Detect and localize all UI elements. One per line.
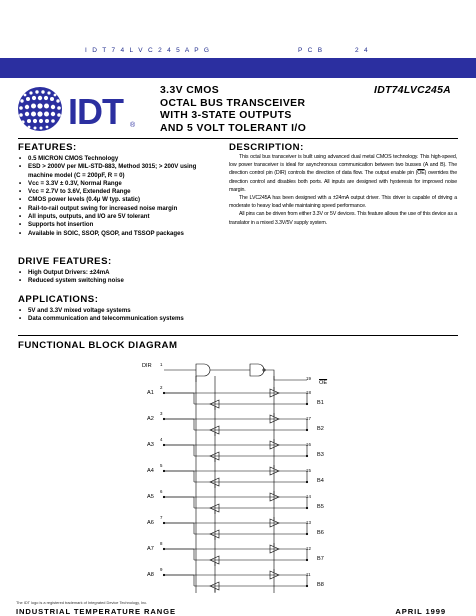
b-label: B3: [317, 452, 324, 458]
feature-item: • Vcc = 2.7V to 3.6V, Extended Range: [19, 188, 224, 196]
b-pin: 17: [306, 416, 311, 421]
a-label: A2: [147, 416, 154, 422]
footer-range: INDUSTRIAL TEMPERATURE RANGE: [16, 607, 176, 616]
a-tap: [164, 471, 194, 482]
oe-pin: 19: [306, 376, 311, 381]
title-line-4: AND 5 VOLT TOLERANT I/O: [160, 122, 307, 134]
description-heading: DESCRIPTION:: [229, 142, 304, 153]
description-paragraph-2: The LVC245A has been designed with a ±24mA output driver. This driver is capable of driving a moderate to heavy load while maintaining speed performance.: [229, 195, 457, 210]
a-node: [163, 496, 165, 498]
b-pin: 16: [306, 442, 311, 447]
b-label: B8: [317, 582, 324, 588]
description-body: [229, 153, 457, 227]
functional-block-diagram: [140, 360, 335, 600]
application-item: • 5V and 3.3V mixed voltage systems: [19, 307, 224, 315]
drive-feature-item: • High Output Drivers: ±24mA: [19, 269, 224, 277]
title-line-1: 3.3V CMOS: [160, 85, 220, 96]
b-label: B1: [317, 400, 324, 406]
a-tap: [164, 575, 194, 586]
a-tap: [164, 419, 194, 430]
description-paragraph-1: This octal bus transceiver is built using advanced dual metal CMOS technology. This high-speed, low power transceiver is ideal for asynchronous communication between two busses (A and B). The direction control pin (DIR) controls the direction of data flow. The output enable pin $(\overline{OE})$ overrides the direction control and disables both ports. All inputs are designed with hysteresis for improved noise margin.: [229, 154, 458, 193]
a-pin: 8: [160, 541, 163, 546]
a-node: [163, 470, 165, 472]
feature-item: • All inputs, outputs, and I/O are 5V tolerant: [19, 213, 224, 221]
pcb-label: P C B: [298, 47, 324, 54]
a-label: A3: [147, 442, 154, 448]
features-heading: FEATURES:: [18, 142, 77, 153]
a-pin: 9: [160, 567, 163, 572]
applications-heading: APPLICATIONS:: [18, 294, 99, 305]
section-divider: [18, 335, 458, 336]
feature-item: • CMOS power levels (0.4μ W typ. static): [19, 196, 224, 204]
title-line-3: WITH 3-STATE OUTPUTS: [160, 110, 292, 121]
idt-logo: [15, 84, 140, 134]
oe-overline: $\overline{OE}$: [417, 170, 425, 177]
part-number: IDT74LVC245A: [374, 85, 451, 96]
b-pin: 12: [306, 546, 311, 551]
feature-item: • Vcc = 3.3V ± 0.3V, Normal Range: [19, 180, 224, 188]
a-pin: 2: [160, 385, 163, 390]
footer-date: APRIL 1999: [395, 607, 446, 616]
a-pin: 5: [160, 463, 163, 468]
a-node: [163, 548, 165, 550]
logo-text: IDT: [68, 91, 123, 132]
b-label: B2: [317, 426, 324, 432]
drive-feature-item: • Reduced system switching noise: [19, 277, 224, 285]
b-label: B5: [317, 504, 324, 510]
title-divider: [18, 138, 458, 139]
a-label: A4: [147, 468, 154, 474]
a-pin: 3: [160, 411, 163, 416]
a-label: A8: [147, 572, 154, 578]
a-tap: [164, 497, 194, 508]
a-tap: [164, 445, 194, 456]
a-tap: [164, 393, 194, 404]
dir-pin: 1: [160, 362, 163, 367]
a-node: [163, 522, 165, 524]
a-label: A7: [147, 546, 154, 552]
a-tap: [164, 523, 194, 534]
oe-wire: [264, 370, 307, 380]
oe-and-gate: [250, 364, 264, 376]
b-pin: 11: [306, 572, 311, 577]
dir-label: DIR: [142, 363, 152, 369]
diagram-svg: [140, 360, 335, 600]
dir-and-gate: [196, 364, 210, 376]
b-label: B4: [317, 478, 324, 484]
a-node: [163, 574, 165, 576]
drive-features-heading: DRIVE FEATURES:: [18, 256, 112, 267]
a-node: [163, 444, 165, 446]
features-list: [19, 155, 224, 238]
b-pin: 13: [306, 520, 311, 525]
feature-item: • Available in SOIC, SSOP, QSOP, and TSSOP packages: [19, 230, 224, 238]
feature-item: • ESD > 2000V per MIL-STD-883, Method 3015; > 200V using machine model (C = 200pF, R = 0): [19, 163, 224, 180]
a-pin: 6: [160, 489, 163, 494]
a-label: A6: [147, 520, 154, 526]
applications-list: [19, 307, 224, 324]
b-label: B7: [317, 556, 324, 562]
b-pin: 18: [306, 390, 311, 395]
feature-item: • Rail-to-rail output swing for increased noise margin: [19, 205, 224, 213]
b-label: B6: [317, 530, 324, 536]
description-paragraph-3: All pins can be driven from either 3.3V or 5V devices. This feature allows the use of this device as a translator in a mixed 3.3V/5V supply system.: [229, 211, 457, 226]
title-line-2: OCTAL BUS TRANSCEIVER: [160, 97, 306, 109]
logo-registered: ®: [130, 122, 136, 129]
feature-item: • Supports hot insertion: [19, 221, 224, 229]
application-item: • Data communication and telecommunication systems: [19, 315, 224, 323]
a-node: [163, 392, 165, 394]
oe-label: $\overline{OE}$: [319, 380, 328, 386]
document-title: [160, 85, 306, 135]
feature-item: • 0.5 MICRON CMOS Technology: [19, 155, 224, 163]
a-node: [163, 418, 165, 420]
a-pin: 4: [160, 437, 163, 442]
header-band: [0, 58, 476, 78]
b-pin: 15: [306, 468, 311, 473]
a-tap: [164, 549, 194, 560]
page-number: 2 4: [355, 47, 370, 54]
drive-features-list: [19, 269, 224, 286]
file-label: I D T 7 4 L V C 2 4 5 A P G: [85, 47, 211, 54]
diagram-heading: FUNCTIONAL BLOCK DIAGRAM: [18, 340, 178, 351]
feature-item-continuation: machine model (C = 200pF, R = 0): [28, 171, 125, 179]
a-label: A1: [147, 390, 154, 396]
footnote: The IDT logo is a registered trademark of Integrated Device Technology, Inc.: [16, 600, 148, 605]
a-label: A5: [147, 494, 154, 500]
a-pin: 7: [160, 515, 163, 520]
b-pin: 14: [306, 494, 311, 499]
